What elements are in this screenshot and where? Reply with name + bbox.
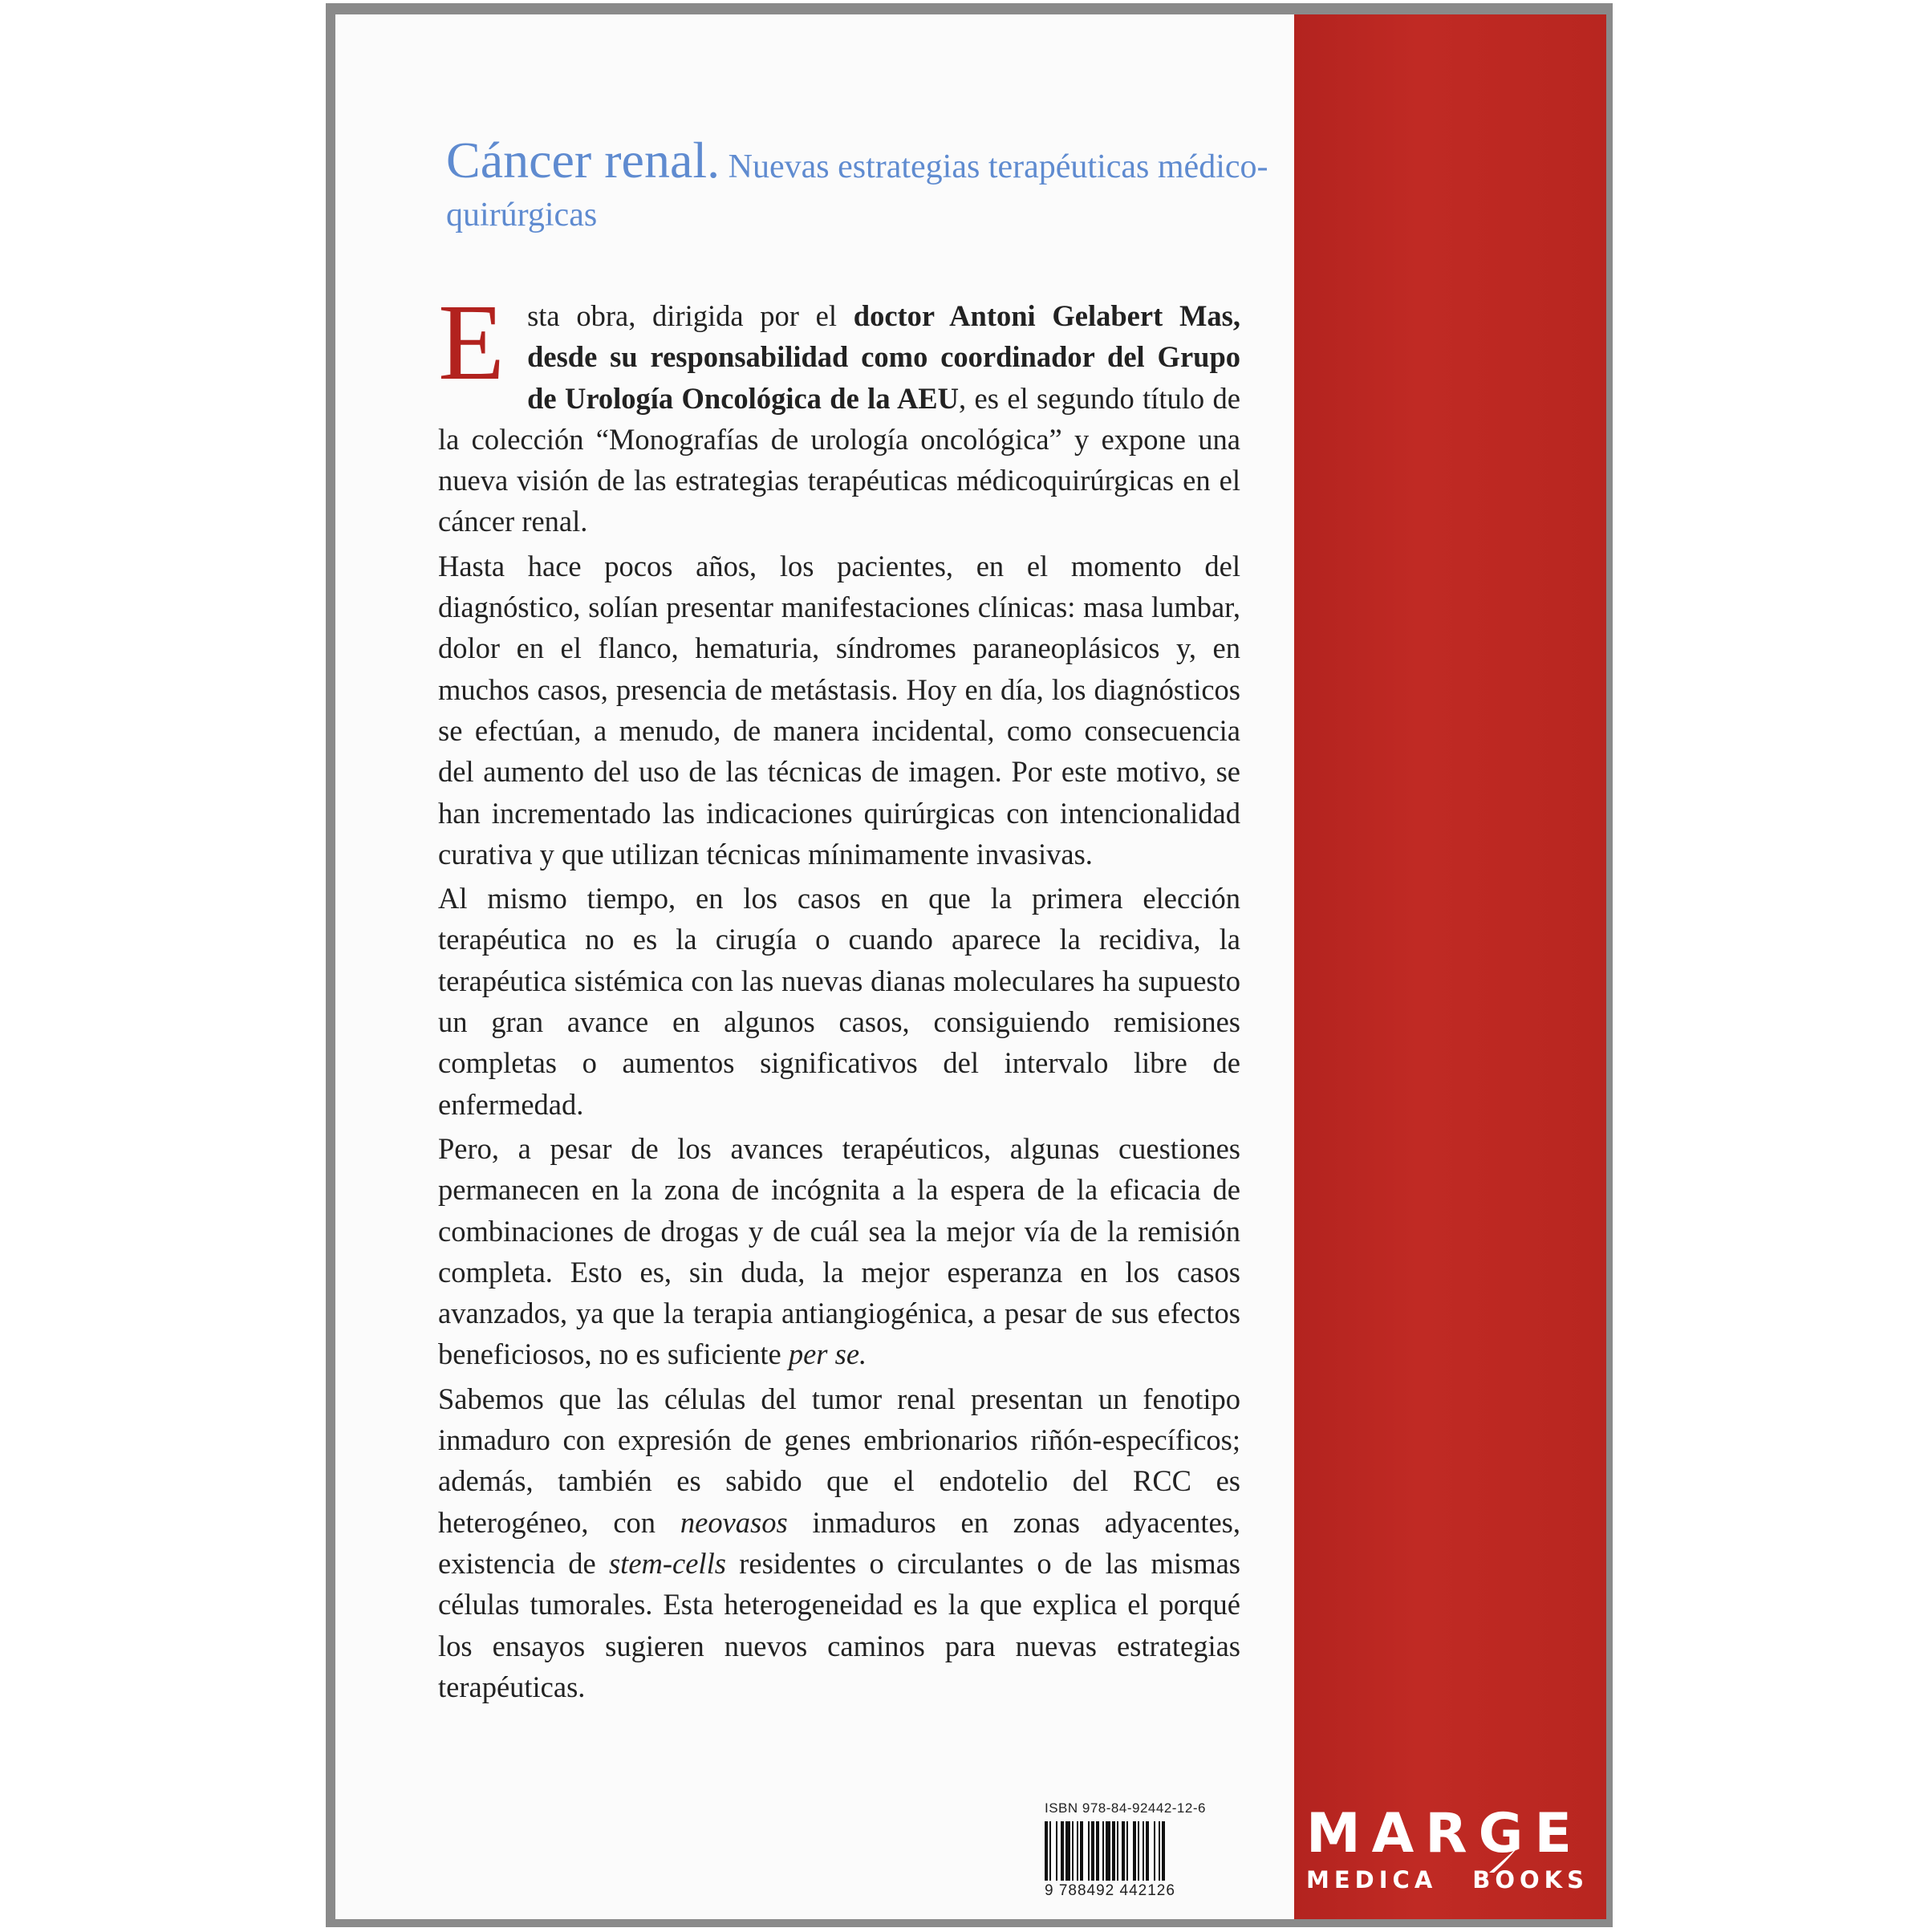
ean-digits: 9 788492 442126 (1045, 1882, 1175, 1899)
logo-sub-books: BOOKS (1472, 1866, 1589, 1893)
logo-sub-medica: MEDICA (1306, 1866, 1438, 1893)
paragraph-5-text-b: inmaduros en zonas adyacentes, existencia de (438, 1505, 1240, 1580)
paragraph-4 (438, 1128, 1240, 1375)
paragraph-1-text-b: , es el segundo título de la colección “Monografías de urología oncológica” y expone una nueva visión de las estrategias terapéuticas médicoquirúrgicas en el cáncer renal. (438, 381, 1240, 538)
paragraph-4-text-a: Pero, a pesar de los avances terapéuticos, algunas cuestiones permanecen en la zona de incógnita a la espera de la eficacia de combinaciones de drogas y de cuál sea la mejor vía de la remisión completa. Esto es, sin duda, la mejor esperanza en los casos avanzados, ya que la terapia antiangiogénica, a pesar de sus efectos beneficiosos, no es suficiente (438, 1131, 1240, 1371)
italic-per-se: per se. (788, 1337, 867, 1371)
paragraph-3: Al mismo tiempo, en los casos en que la primera elección terapéutica no es la cirugía o cuando aparece la recidiva, la terapéutica sistémica con las nuevas dianas moleculares ha supuesto un gran avance en algunos casos, consiguiendo remisiones completas o aumentos significativos del intervalo libre de enfermedad. (438, 882, 1240, 1121)
book-title (446, 132, 1281, 239)
logo-subtitle (1306, 1866, 1589, 1893)
isbn-label: ISBN 978-84-92442-12-6 (1045, 1800, 1206, 1816)
red-band (1294, 14, 1606, 1919)
author-highlight: doctor Antoni Gelabert Mas, desde su responsabilidad como coordinador del Grupo de Urología Oncológica de la AEU (527, 299, 1240, 415)
publisher-logo (1306, 1804, 1592, 1893)
blurb (438, 282, 1240, 1711)
italic-stem-cells: stem-cells (608, 1546, 726, 1580)
barcode-stripe (1165, 1821, 1167, 1881)
paragraph-5-text-c: residentes o circulantes o de las mismas células tumorales. Esta heterogeneidad es la que explica el porqué los ensayos sugieren nuevos caminos para nuevas estrategias terapéuticas. (438, 1546, 1240, 1703)
paragraph-2: Hasta hace pocos años, los pacientes, en el momento del diagnóstico, solían presentar manifestaciones clínicas: masa lumbar, dolor en el flanco, hematuria, síndromes paraneoplásicos y, en muchos casos, presencia de metástasis. Hoy en día, los diagnósticos se efectúan, a menudo, de manera incidental, como consecuencia del aumento del uso de las técnicas de imagen. Por este motivo, se han incrementado las indicaciones quirúrgicas con intencionalidad curativa y que utilizan técnicas mínimamente invasivas. (438, 549, 1240, 871)
paragraph-5-text-a: Sabemos que las células del tumor renal presentan un fenotipo inmaduro con expresión de genes embrionarios riñón-específicos; además, también es sabido que el endotelio del RCC es heterogéneo, con (438, 1382, 1240, 1539)
drop-cap: E (438, 282, 505, 403)
logo-main-text: MARGE (1306, 1802, 1583, 1865)
title-main: Cáncer renal. (446, 132, 720, 189)
paragraph-1 (438, 282, 1240, 542)
title-subtitle: Nuevas estrategias terapéuticas médico-quirúrgicas (446, 148, 1268, 233)
swoosh-icon (1488, 1845, 1520, 1874)
barcode-block (1045, 1800, 1223, 1913)
italic-neovasos: neovasos (680, 1505, 788, 1539)
barcode-icon (1045, 1821, 1223, 1881)
paragraph-1-text-a: sta obra, dirigida por el (527, 299, 854, 332)
paragraph-5 (438, 1378, 1240, 1707)
